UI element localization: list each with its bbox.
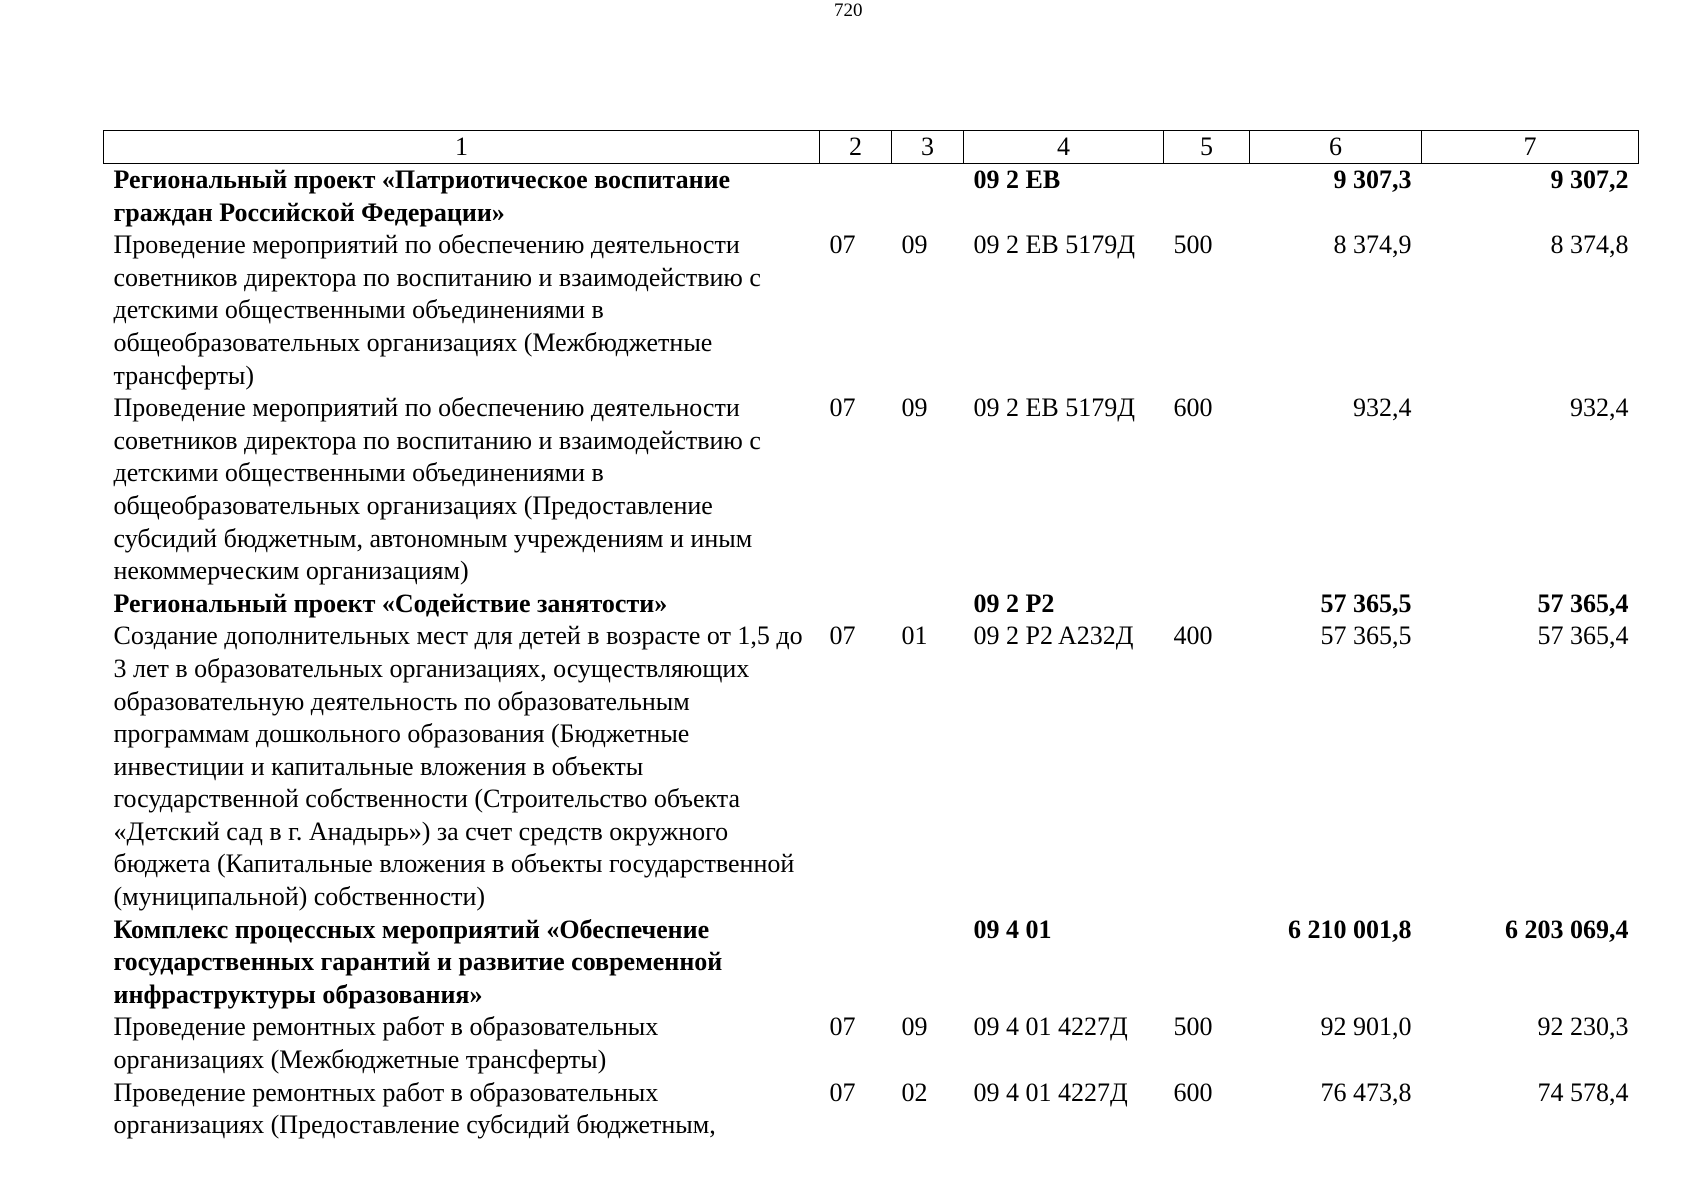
header-cell-expense-type: 5 (1164, 131, 1250, 164)
row-sum-1: 57 365,5 (1320, 588, 1412, 618)
row-subsection (892, 914, 964, 1012)
row-sum-2: 57 365,4 (1537, 588, 1629, 618)
row-expense-type: 500 (1173, 230, 1213, 260)
row-name: Создание дополнительных мест для детей в возрасте от 1,5 до 3 лет в образовательных организациях, осуществляющих образовательную деятельность по образовательным программам дошкольного образования (Бюджетные инвестиции и капитальные вложения в объекты государственной собственности (Строительство объекта «Детский сад в г. Анадырь») за счет средств окружного бюджета (Капитальные вложения в объекты государственной (муниципальной) собственности) (113, 621, 803, 912)
row-section: 07 (829, 393, 856, 423)
row-subsection: 09 (901, 393, 928, 423)
page-number: 720 (834, 0, 863, 21)
row-section: 07 (829, 621, 856, 651)
row-sum-1: 8 374,9 (1333, 230, 1412, 260)
row-target-code: 09 2 P2 (973, 588, 1055, 618)
table-row (104, 588, 1639, 621)
row-target-code: 09 4 01 (973, 914, 1052, 944)
row-sum-1: 932,4 (1353, 393, 1412, 423)
row-target-code: 09 2 EВ 5179Д (973, 230, 1135, 260)
header-cell-sum-1: 6 (1250, 131, 1422, 164)
row-sum-1: 92 901,0 (1320, 1012, 1412, 1042)
table-header-row (104, 131, 1639, 164)
row-sum-2: 6 203 069,4 (1505, 914, 1629, 944)
row-expense-type (1164, 914, 1250, 1012)
row-expense-type: 600 (1173, 1077, 1213, 1107)
row-target-code: 09 2 P2 A232Д (973, 621, 1134, 651)
row-sum-1: 6 210 001,8 (1288, 914, 1412, 944)
row-target-code: 09 2 EВ (973, 165, 1061, 194)
row-name: Региональный проект «Содействие занятости» (113, 588, 668, 618)
row-subsection: 02 (901, 1077, 928, 1107)
row-section: 07 (829, 230, 856, 260)
table-row (104, 1077, 1639, 1142)
table-row (104, 1011, 1639, 1076)
row-expense-type (1164, 164, 1250, 230)
row-name: Проведение мероприятий по обеспечению деятельности советников директора по воспитанию и взаимодействию с детскими общественными объединениями в общеобразовательных организациях (Межбюджетные трансферты) (113, 230, 761, 390)
row-name: Проведение мероприятий по обеспечению деятельности советников директора по воспитанию и взаимодействию с детскими общественными объединениями в общеобразовательных организациях (Предоставление субсидий бюджетным, автономным учреждениям и иным некоммерческим организациям) (113, 393, 761, 586)
row-section (820, 164, 892, 230)
row-name: Проведение ремонтных работ в образовательных организациях (Межбюджетные трансферты) (113, 1012, 659, 1075)
row-target-code: 09 4 01 4227Д (973, 1077, 1128, 1107)
header-cell-subsection: 3 (892, 131, 964, 164)
row-expense-type: 500 (1173, 1012, 1213, 1042)
row-sum-2: 92 230,3 (1537, 1012, 1629, 1042)
row-sum-1: 57 365,5 (1320, 621, 1412, 651)
row-section (820, 914, 892, 1012)
row-subsection: 09 (901, 230, 928, 260)
row-expense-type: 400 (1173, 621, 1213, 651)
row-target-code: 09 4 01 4227Д (973, 1012, 1128, 1042)
header-cell-name: 1 (104, 131, 820, 164)
row-target-code: 09 2 EВ 5179Д (973, 393, 1135, 423)
table-row (104, 229, 1639, 392)
row-sum-2: 57 365,4 (1537, 621, 1629, 651)
row-sum-1: 9 307,3 (1333, 165, 1412, 194)
row-section (820, 588, 892, 621)
row-subsection: 01 (901, 621, 928, 651)
table-row (104, 914, 1639, 1012)
row-section: 07 (829, 1077, 856, 1107)
table-row (104, 620, 1639, 913)
row-name: Региональный проект «Патриотическое воспитание граждан Российской Федерации» (113, 165, 731, 227)
row-subsection: 09 (901, 1012, 928, 1042)
row-name: Проведение ремонтных работ в образовательных организациях (Предоставление субсидий бюджетным, (113, 1077, 716, 1140)
table-body (104, 164, 1639, 1142)
table-row (104, 392, 1639, 588)
row-name: Комплекс процессных мероприятий «Обеспечение государственных гарантий и развитие современной инфраструктуры образования» (113, 914, 723, 1009)
budget-table (103, 130, 1639, 1142)
header-cell-target-code: 4 (964, 131, 1164, 164)
header-cell-sum-2: 7 (1422, 131, 1639, 164)
table-row (104, 164, 1639, 230)
row-sum-1: 76 473,8 (1320, 1077, 1412, 1107)
row-sum-2: 74 578,4 (1537, 1077, 1629, 1107)
row-sum-2: 9 307,2 (1550, 165, 1629, 194)
row-sum-2: 8 374,8 (1550, 230, 1629, 260)
row-sum-2: 932,4 (1570, 393, 1629, 423)
row-expense-type (1164, 588, 1250, 621)
row-section: 07 (829, 1012, 856, 1042)
header-cell-section: 2 (820, 131, 892, 164)
row-expense-type: 600 (1173, 393, 1213, 423)
row-subsection (892, 588, 964, 621)
row-subsection (892, 164, 964, 230)
